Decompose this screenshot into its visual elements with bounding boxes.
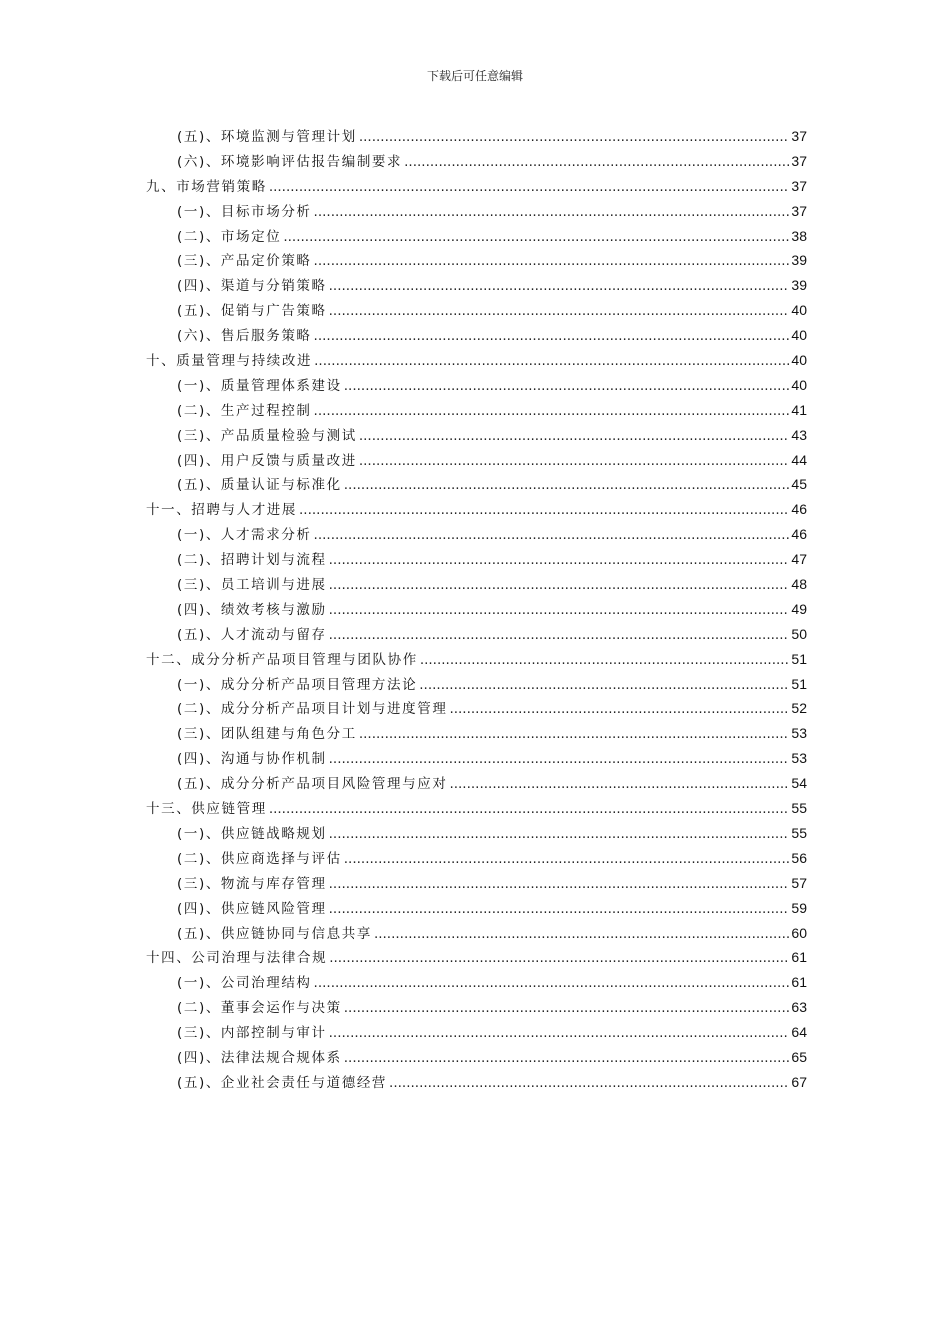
toc-entry-title: (四)、绩效考核与激励 — [177, 601, 327, 618]
toc-entry-title: (三)、产品定价策略 — [177, 253, 312, 270]
toc-page-number: 52 — [791, 700, 807, 717]
toc-entry-title: 十三、供应链管理 — [146, 801, 267, 818]
toc-page-number: 56 — [791, 849, 807, 866]
toc-entry-title: 十四、公司治理与法律合规 — [146, 950, 328, 967]
toc-chapter-entry[interactable] — [146, 946, 807, 971]
toc-dot-leader — [404, 154, 789, 170]
toc-entry-title: 九、市场营销策略 — [146, 178, 267, 195]
toc-section-entry[interactable] — [146, 747, 807, 772]
toc-entry-title: (四)、用户反馈与质量改进 — [177, 452, 357, 469]
toc-dot-leader — [344, 1000, 790, 1016]
toc-page-number: 37 — [791, 177, 807, 194]
toc-dot-leader — [420, 652, 790, 668]
toc-page-number: 37 — [791, 152, 807, 169]
toc-dot-leader — [314, 204, 790, 220]
toc-section-entry[interactable] — [146, 449, 807, 474]
toc-dot-leader — [344, 851, 790, 867]
toc-section-entry[interactable] — [146, 822, 807, 847]
toc-dot-leader — [359, 453, 790, 469]
toc-dot-leader — [329, 552, 790, 568]
toc-section-entry[interactable] — [146, 374, 807, 399]
toc-chapter-entry[interactable] — [146, 175, 807, 200]
toc-entry-title: (六)、环境影响评估报告编制要求 — [177, 153, 403, 170]
toc-dot-leader — [374, 926, 789, 942]
toc-page-number: 46 — [791, 501, 807, 518]
toc-dot-leader — [329, 901, 790, 917]
toc-page-number: 65 — [791, 1048, 807, 1065]
toc-entry-title: (三)、内部控制与审计 — [177, 1025, 327, 1042]
toc-entry-title: (一)、目标市场分析 — [177, 203, 312, 220]
toc-chapter-entry[interactable] — [146, 648, 807, 673]
toc-dot-leader — [389, 1075, 789, 1091]
toc-dot-leader — [329, 1025, 790, 1041]
toc-entry-title: (五)、环境监测与管理计划 — [177, 129, 357, 145]
toc-page-number: 46 — [791, 526, 807, 543]
toc-section-entry[interactable] — [146, 598, 807, 623]
toc-dot-leader — [329, 303, 790, 319]
toc-entry-title: (二)、生产过程控制 — [177, 402, 312, 419]
toc-entry-title: (四)、供应链风险管理 — [177, 900, 327, 917]
toc-section-entry[interactable] — [146, 424, 807, 449]
toc-section-entry[interactable] — [146, 299, 807, 324]
toc-section-entry[interactable] — [146, 1071, 807, 1096]
toc-dot-leader — [314, 253, 790, 269]
toc-dot-leader — [329, 602, 790, 618]
toc-dot-leader — [329, 876, 790, 892]
toc-page-number: 63 — [791, 999, 807, 1016]
toc-dot-leader — [314, 403, 790, 419]
toc-page-number: 40 — [791, 327, 807, 344]
page-header: 下载后可任意编辑 — [426, 69, 523, 83]
toc-page-number: 53 — [791, 725, 807, 742]
toc-section-entry[interactable] — [146, 772, 807, 797]
toc-entry-title: (四)、沟通与协作机制 — [177, 751, 327, 768]
toc-page-number: 67 — [791, 1073, 807, 1090]
toc-section-entry[interactable] — [146, 697, 807, 722]
toc-entry-title: (一)、公司治理结构 — [177, 975, 312, 992]
toc-page-number: 55 — [791, 824, 807, 841]
toc-page-number: 40 — [791, 352, 807, 369]
toc-section-entry[interactable] — [146, 1021, 807, 1046]
toc-page-number: 64 — [791, 1024, 807, 1041]
toc-page-number: 59 — [791, 899, 807, 916]
toc-section-entry[interactable] — [146, 200, 807, 225]
toc-chapter-entry[interactable] — [146, 797, 807, 822]
toc-page-number: 61 — [791, 949, 807, 966]
toc-dot-leader — [314, 328, 790, 344]
toc-section-entry[interactable] — [146, 225, 807, 250]
toc-section-entry[interactable] — [146, 523, 807, 548]
toc-section-entry[interactable] — [146, 125, 807, 150]
toc-entry-title: (三)、物流与库存管理 — [177, 875, 327, 892]
toc-dot-leader — [359, 726, 790, 742]
toc-entry-title: (五)、质量认证与标准化 — [177, 477, 342, 494]
toc-page-number: 51 — [791, 650, 807, 667]
toc-section-entry[interactable] — [146, 274, 807, 299]
toc-entry-title: (一)、供应链战略规划 — [177, 825, 327, 842]
toc-section-entry[interactable] — [146, 324, 807, 349]
toc-page-number: 53 — [791, 750, 807, 767]
toc-section-entry[interactable] — [146, 548, 807, 573]
toc-entry-title: (二)、招聘计划与流程 — [177, 552, 327, 569]
toc-page-number: 60 — [791, 924, 807, 941]
toc-entry-title: (六)、售后服务策略 — [177, 328, 312, 345]
toc-chapter-entry[interactable] — [146, 498, 807, 523]
toc-dot-leader — [344, 1050, 790, 1066]
toc-page-number: 37 — [791, 128, 807, 144]
toc-section-entry[interactable] — [146, 922, 807, 947]
toc-entry-title: (五)、供应链协同与信息共享 — [177, 925, 372, 942]
toc-dot-leader — [299, 502, 789, 518]
toc-entry-title: (五)、人才流动与留存 — [177, 626, 327, 643]
toc-entry-title: (二)、市场定位 — [177, 228, 282, 245]
toc-entry-title: (四)、法律法规合规体系 — [177, 1049, 342, 1066]
toc-section-entry[interactable] — [146, 897, 807, 922]
toc-page-number: 54 — [791, 775, 807, 792]
toc-section-entry[interactable] — [146, 150, 807, 175]
toc-page-number: 45 — [791, 476, 807, 493]
toc-entry-title: (二)、董事会运作与决策 — [177, 1000, 342, 1017]
toc-page-number: 44 — [791, 451, 807, 468]
toc-dot-leader — [329, 826, 790, 842]
toc-section-entry[interactable] — [146, 722, 807, 747]
toc-entry-title: (五)、促销与广告策略 — [177, 303, 327, 320]
toc-page-number: 41 — [791, 401, 807, 418]
toc-section-entry[interactable] — [146, 673, 807, 698]
toc-entry-title: (一)、成分分析产品项目管理方法论 — [177, 676, 418, 693]
toc-section-entry[interactable] — [146, 573, 807, 598]
toc-page-number: 51 — [791, 675, 807, 692]
toc-entry-title: (一)、质量管理体系建设 — [177, 377, 342, 394]
toc-page-number: 43 — [791, 426, 807, 443]
toc-page-number: 39 — [791, 277, 807, 294]
toc-entry-title: (五)、成分分析产品项目风险管理与应对 — [177, 776, 448, 793]
toc-page-number: 50 — [791, 625, 807, 642]
toc-section-entry[interactable] — [146, 971, 807, 996]
toc-page-number: 40 — [791, 302, 807, 319]
toc-dot-leader — [419, 677, 789, 693]
toc-entry-title: (一)、人才需求分析 — [177, 527, 312, 544]
toc-dot-leader — [269, 801, 790, 817]
toc-dot-leader — [314, 975, 790, 991]
toc-dot-leader — [269, 179, 790, 195]
toc-section-entry[interactable] — [146, 399, 807, 424]
toc-entry-title: (二)、成分分析产品项目计划与进度管理 — [177, 701, 448, 718]
toc-entry-title: 十、质量管理与持续改进 — [146, 353, 313, 370]
toc-dot-leader — [449, 776, 789, 792]
toc-page-number: 37 — [791, 202, 807, 219]
toc-dot-leader — [283, 229, 789, 245]
table-of-contents — [146, 125, 807, 1096]
toc-section-entry[interactable] — [146, 847, 807, 872]
toc-dot-leader — [359, 428, 790, 444]
toc-dot-leader — [344, 477, 790, 493]
toc-section-entry[interactable] — [146, 872, 807, 897]
toc-page-number: 57 — [791, 874, 807, 891]
toc-dot-leader — [329, 278, 790, 294]
toc-dot-leader — [449, 701, 789, 717]
toc-entry-title: 十一、招聘与人才进展 — [146, 502, 297, 519]
toc-page-number: 38 — [791, 227, 807, 244]
toc-section-entry[interactable] — [146, 623, 807, 648]
toc-entry-title: 十二、成分分析产品项目管理与团队协作 — [146, 651, 418, 668]
toc-page-number: 48 — [791, 576, 807, 593]
toc-dot-leader — [329, 751, 790, 767]
toc-dot-leader — [329, 577, 790, 593]
toc-page-number: 49 — [791, 600, 807, 617]
toc-dot-leader — [314, 527, 790, 543]
toc-page-number: 61 — [791, 974, 807, 991]
toc-section-entry[interactable] — [146, 473, 807, 498]
toc-dot-leader — [359, 129, 790, 145]
toc-page-number: 47 — [791, 551, 807, 568]
toc-entry-title: (三)、员工培训与进展 — [177, 577, 327, 594]
toc-page-number: 40 — [791, 376, 807, 393]
toc-section-entry[interactable] — [146, 249, 807, 274]
toc-section-entry[interactable] — [146, 1046, 807, 1071]
toc-page-number: 39 — [791, 252, 807, 269]
toc-page-number: 55 — [791, 800, 807, 817]
toc-entry-title: (三)、产品质量检验与测试 — [177, 427, 357, 444]
toc-dot-leader — [329, 627, 790, 643]
toc-dot-leader — [314, 353, 789, 369]
toc-chapter-entry[interactable] — [146, 349, 807, 374]
toc-entry-title: (三)、团队组建与角色分工 — [177, 726, 357, 743]
toc-dot-leader — [344, 378, 790, 394]
toc-entry-title: (四)、渠道与分销策略 — [177, 278, 327, 295]
toc-entry-title: (五)、企业社会责任与道德经营 — [177, 1074, 388, 1091]
toc-entry-title: (二)、供应商选择与评估 — [177, 850, 342, 867]
toc-section-entry[interactable] — [146, 996, 807, 1021]
toc-dot-leader — [329, 950, 789, 966]
